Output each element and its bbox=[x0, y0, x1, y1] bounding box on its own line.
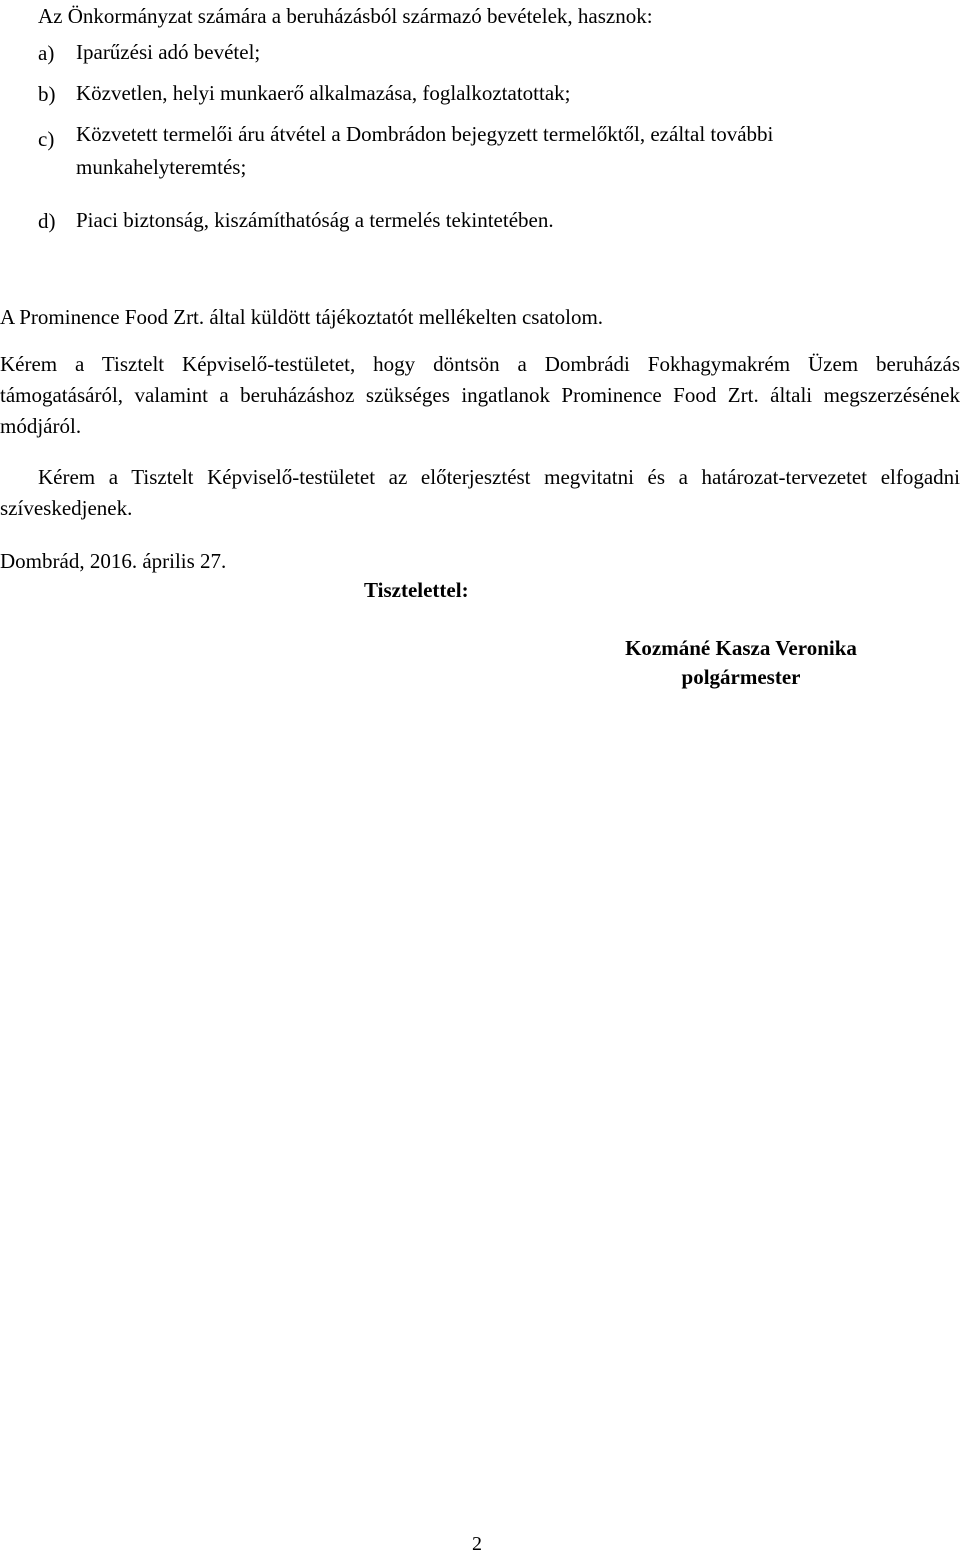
signature-block bbox=[584, 636, 898, 690]
page-number: 2 bbox=[472, 1533, 482, 1555]
list-marker: a) bbox=[38, 41, 55, 65]
place-date: Dombrád, 2016. április 27. bbox=[0, 549, 227, 573]
list-marker: d) bbox=[38, 209, 56, 233]
request-paragraph: Kérem a Tisztelt Képviselő-testületet, hogy döntsön a Dombrádi Fokhagymakrém Üzem beruházás támogatásáról, valamint a beruházáshoz szükséges ingatlanok Prominence Food Zrt. általi megszerzésének módjáról. bbox=[0, 352, 960, 438]
signatory-name: Kozmáné Kasza Veronika bbox=[625, 636, 857, 660]
salutation: Tisztelettel: bbox=[364, 578, 469, 602]
list-item-text: Iparűzési adó bevétel; bbox=[76, 40, 261, 64]
closing-paragraph: Kérem a Tisztelt Képviselő-testületet az előterjesztést megvitatni és a határozat-tervezetet elfogadni szíveskedjenek. bbox=[0, 465, 960, 520]
list-item-text: Közvetlen, helyi munkaerő alkalmazása, foglalkoztatottak; bbox=[76, 81, 571, 105]
list-item-c bbox=[38, 118, 928, 184]
intro-line: Az Önkormányzat számára a beruházásból származó bevételek, hasznok: bbox=[38, 4, 653, 28]
attachment-note: A Prominence Food Zrt. által küldött tájékoztatót mellékelten csatolom. bbox=[0, 305, 604, 329]
list-marker: b) bbox=[38, 82, 56, 106]
list-item-text: Közvetett termelői áru átvétel a Dombrádon bejegyzett termelőktől, ezáltal további munkahelyteremtés; bbox=[76, 122, 774, 179]
list-item-text: Piaci biztonság, kiszámíthatóság a termelés tekintetében. bbox=[76, 208, 554, 232]
signatory-title: polgármester bbox=[681, 665, 801, 690]
list-item-b bbox=[38, 73, 938, 114]
list-item-a bbox=[38, 32, 938, 73]
list-item-d bbox=[38, 200, 938, 241]
list-marker: c) bbox=[38, 127, 55, 151]
